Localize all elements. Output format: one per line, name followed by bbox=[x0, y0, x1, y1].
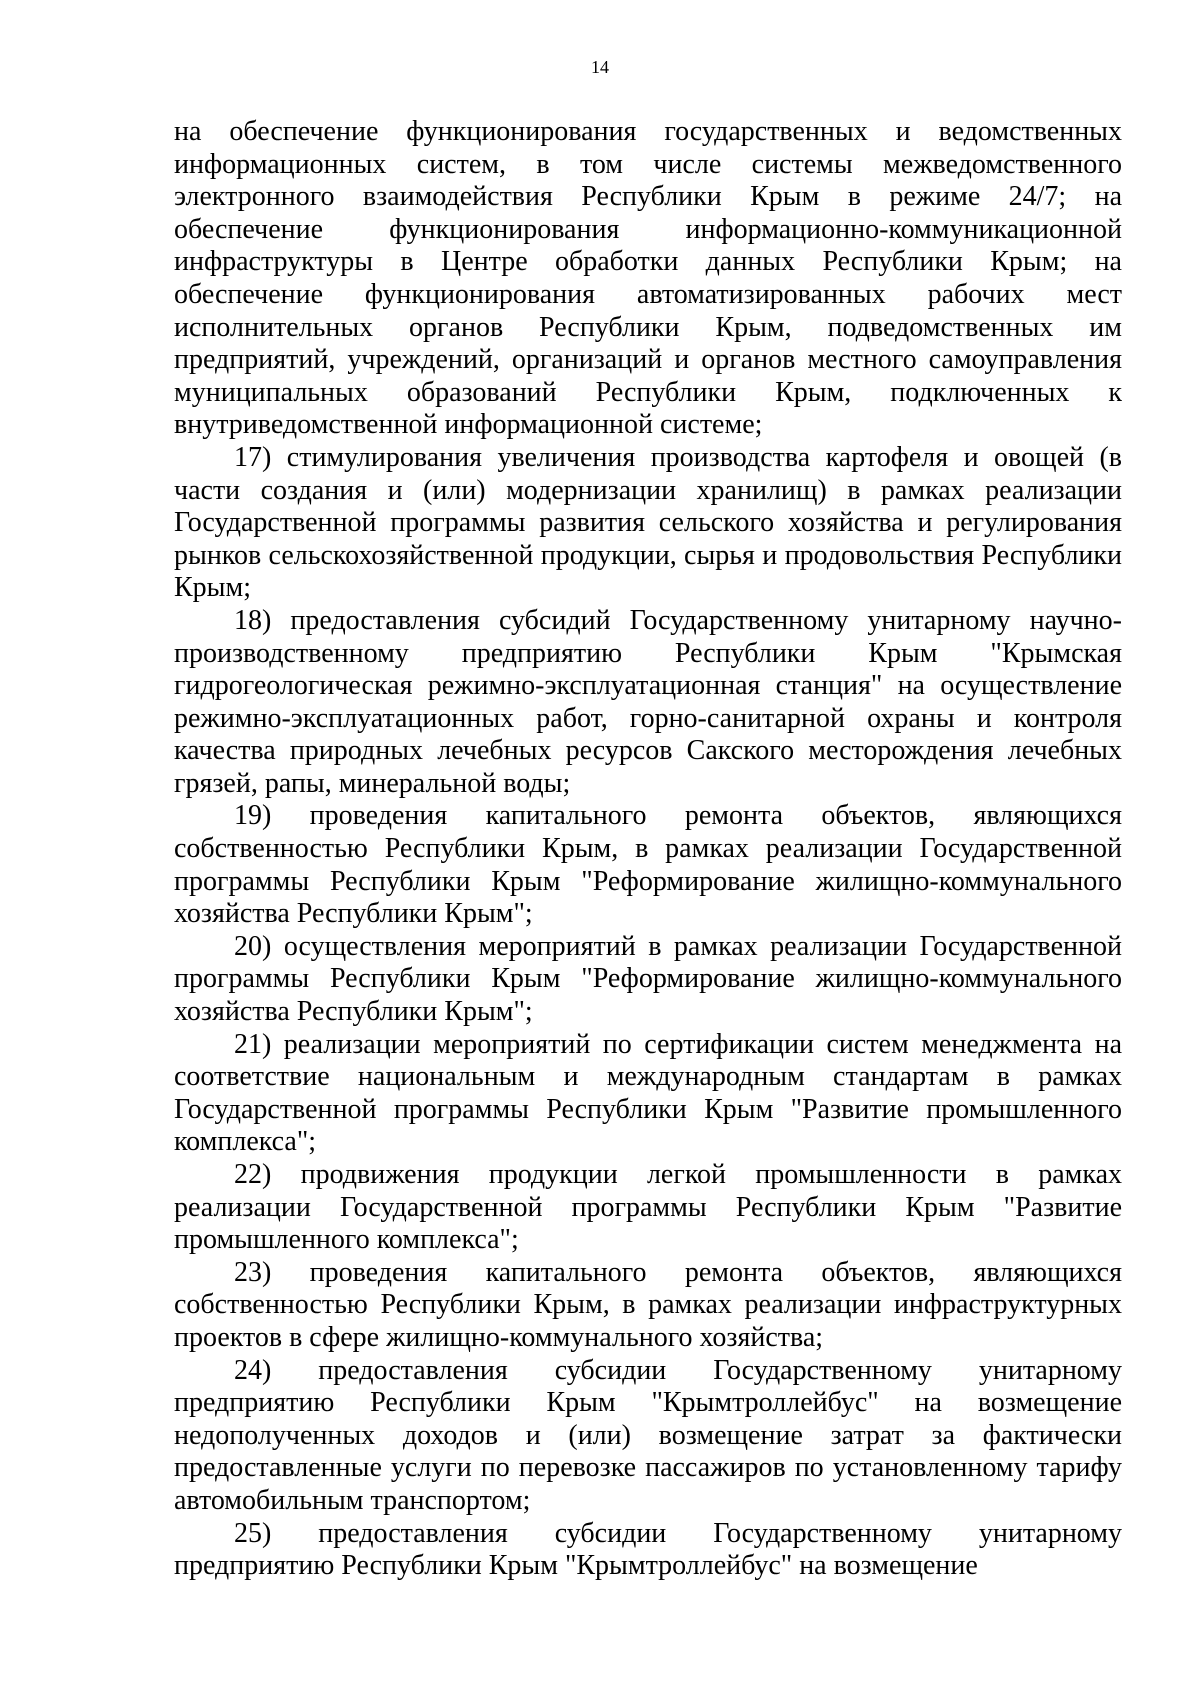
list-item-21: 21) реализации мероприятий по сертификации систем менеджмента на соответствие национальным и международным стандартам в рамках Государственной программы Республики Крым "Развитие промышленного комплекса"; bbox=[174, 1028, 1122, 1158]
list-item-18: 18) предоставления субсидий Государственному унитарному научно-производственному предприятию Республики Крым "Крымская гидрогеологическая режимно-эксплуатационная станция" на осуществление режимно-эксплуатационных работ, горно-санитарной охраны и контроля качества природных лечебных ресурсов Сакского месторождения лечебных грязей, рапы, минеральной воды; bbox=[174, 604, 1122, 799]
paragraph-continuation: на обеспечение функционирования государственных и ведомственных информационных систем, в том числе системы межведомственного электронного взаимодействия Республики Крым в режиме 24/7; на обеспечение функционирования информационно-коммуникационной инфраструктуры в Центре обработки данных Республики Крым; на обеспечение функционирования автоматизированных рабочих мест исполнительных органов Республики Крым, подведомственных им предприятий, учреждений, организаций и органов местного самоуправления муниципальных образований Республики Крым, подключенных к внутриведомственной информационной системе; bbox=[174, 116, 1122, 441]
list-item-22: 22) продвижения продукции легкой промышленности в рамках реализации Государственной программы Республики Крым "Развитие промышленного комплекса"; bbox=[174, 1159, 1122, 1256]
document-body bbox=[174, 116, 1122, 1583]
list-item-20: 20) осуществления мероприятий в рамках реализации Государственной программы Республики Крым "Реформирование жилищно-коммунального хозяйства Республики Крым"; bbox=[174, 930, 1122, 1028]
list-item-25: 25) предоставления субсидии Государственному унитарному предприятию Республики Крым "Крымтроллейбус" на возмещение bbox=[174, 1517, 1122, 1582]
list-item-24: 24) предоставления субсидии Государственному унитарному предприятию Республики Крым "Крымтроллейбус" на возмещение недополученных доходов и (или) возмещение затрат за фактически предоставленные услуги по перевозке пассажиров по установленному тарифу автомобильным транспортом; bbox=[174, 1354, 1122, 1516]
list-item-19: 19) проведения капитального ремонта объектов, являющихся собственностью Республики Крым, в рамках реализации Государственной программы Республики Крым "Реформирование жилищно-коммунального хозяйства Республики Крым"; bbox=[174, 800, 1122, 930]
list-item-23: 23) проведения капитального ремонта объектов, являющихся собственностью Республики Крым, в рамках реализации инфраструктурных проектов в сфере жилищно-коммунального хозяйства; bbox=[174, 1256, 1122, 1353]
page-number: 14 bbox=[591, 57, 609, 77]
list-item-17: 17) стимулирования увеличения производства картофеля и овощей (в части создания и (или) модернизации хранилищ) в рамках реализации Государственной программы развития сельского хозяйства и регулирования рынков сельскохозяйственной продукции, сырья и продовольствия Республики Крым; bbox=[174, 441, 1122, 604]
